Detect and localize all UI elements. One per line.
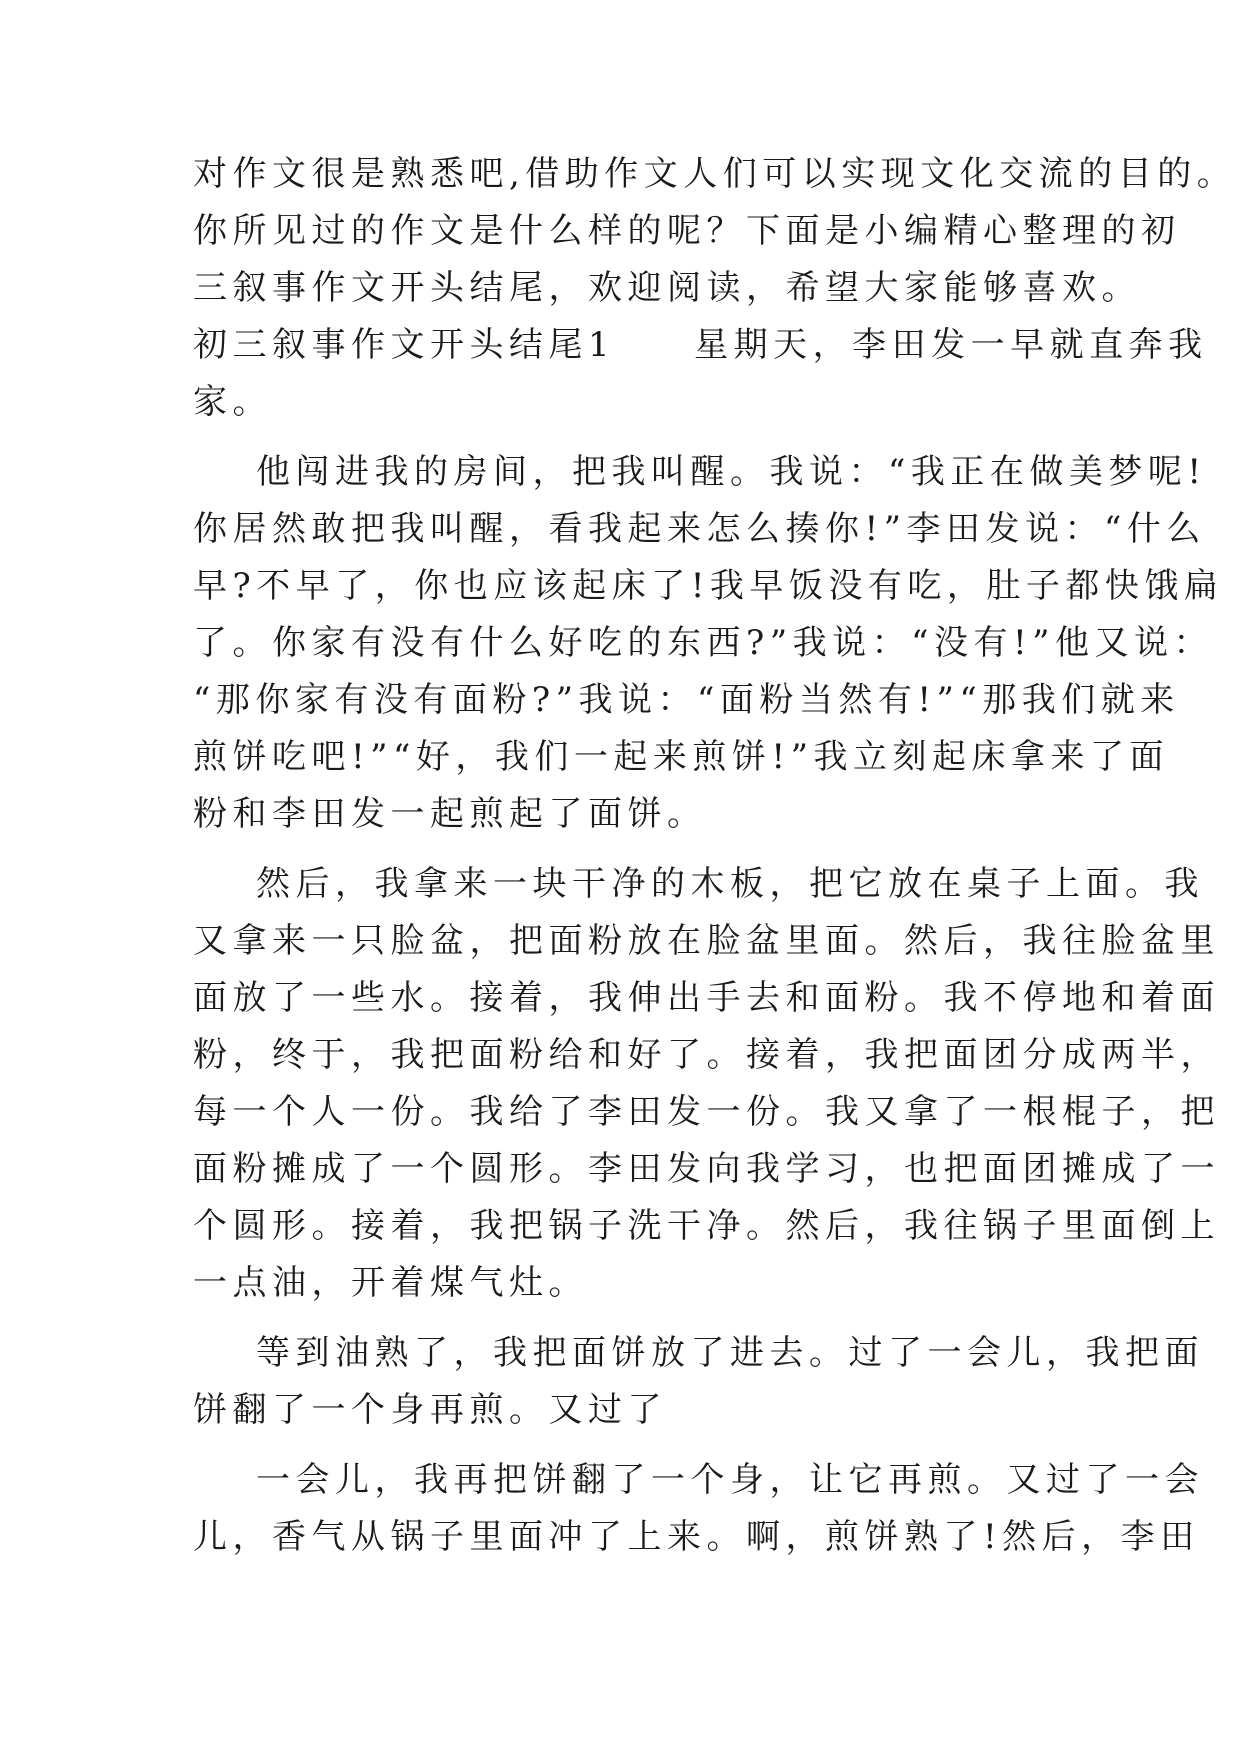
text-line: “那你家有没有面粉?”我说：“面粉当然有!”“那我们就来 <box>193 680 1180 720</box>
text-line: 三叙事作文开头结尾，欢迎阅读，希望大家能够喜欢。 <box>193 268 1141 308</box>
text-line: 又拿来一只脸盆，把面粉放在脸盆里面。然后，我往脸盆里 <box>193 921 1220 961</box>
paragraph-first-line: 然后，我拿来一块干净的木板，把它放在桌子上面。我 <box>256 864 1204 904</box>
text-line: 你所见过的作文是什么样的呢？下面是小编精心整理的初 <box>193 211 1181 251</box>
text-line: 每一个人一份。我给了李田发一份。我又拿了一根棍子，把 <box>193 1092 1220 1132</box>
text-line: 你居然敢把我叫醒，看我起来怎么揍你!”李田发说：“什么 <box>193 509 1206 549</box>
text-line: 面粉摊成了一个圆形。李田发向我学习，也把面团摊成了一 <box>193 1149 1220 1189</box>
text-line: 粉和李田发一起煎起了面饼。 <box>193 794 707 834</box>
text-line: 早?不早了，你也应该起床了!我早饭没有吃，肚子都快饿扁 <box>193 566 1224 606</box>
text-line: 一点油，开着煤气灶。 <box>193 1263 588 1303</box>
text-line: 面放了一些水。接着，我伸出手去和面粉。我不停地和着面 <box>193 978 1220 1018</box>
text-line: 煎饼吃吧!”“好，我们一起来煎饼!”我立刻起床拿来了面 <box>193 737 1169 777</box>
paragraph-first-line: 他闯进我的房间，把我叫醒。我说：“我正在做美梦呢! <box>256 452 1207 492</box>
text-line: 了。你家有没有什么好吃的东西?”我说：“没有!”他又说： <box>193 623 1214 663</box>
paragraph-first-line: 一会儿，我再把饼翻了一个身，让它再煎。又过了一会 <box>256 1460 1204 1500</box>
text-line: 饼翻了一个身再煎。又过了 <box>193 1390 667 1430</box>
text-line: 个圆形。接着，我把锅子洗干净。然后，我往锅子里面倒上 <box>193 1206 1220 1246</box>
text-line: 对作文很是熟悉吧,借助作文人们可以实现文化交流的目的。 <box>193 154 1237 194</box>
paragraph-first-line: 等到油熟了，我把面饼放了进去。过了一会儿，我把面 <box>256 1333 1204 1373</box>
text-line: 粉，终于，我把面粉给和好了。接着，我把面团分成两半， <box>193 1035 1220 1075</box>
section-heading-line: 初三叙事作文开头结尾1 星期天，李田发一早就直奔我 <box>193 325 1208 365</box>
text-line: 家。 <box>193 382 272 422</box>
text-line: 儿，香气从锅子里面冲了上来。啊，煎饼熟了!然后，李田 <box>193 1517 1200 1557</box>
